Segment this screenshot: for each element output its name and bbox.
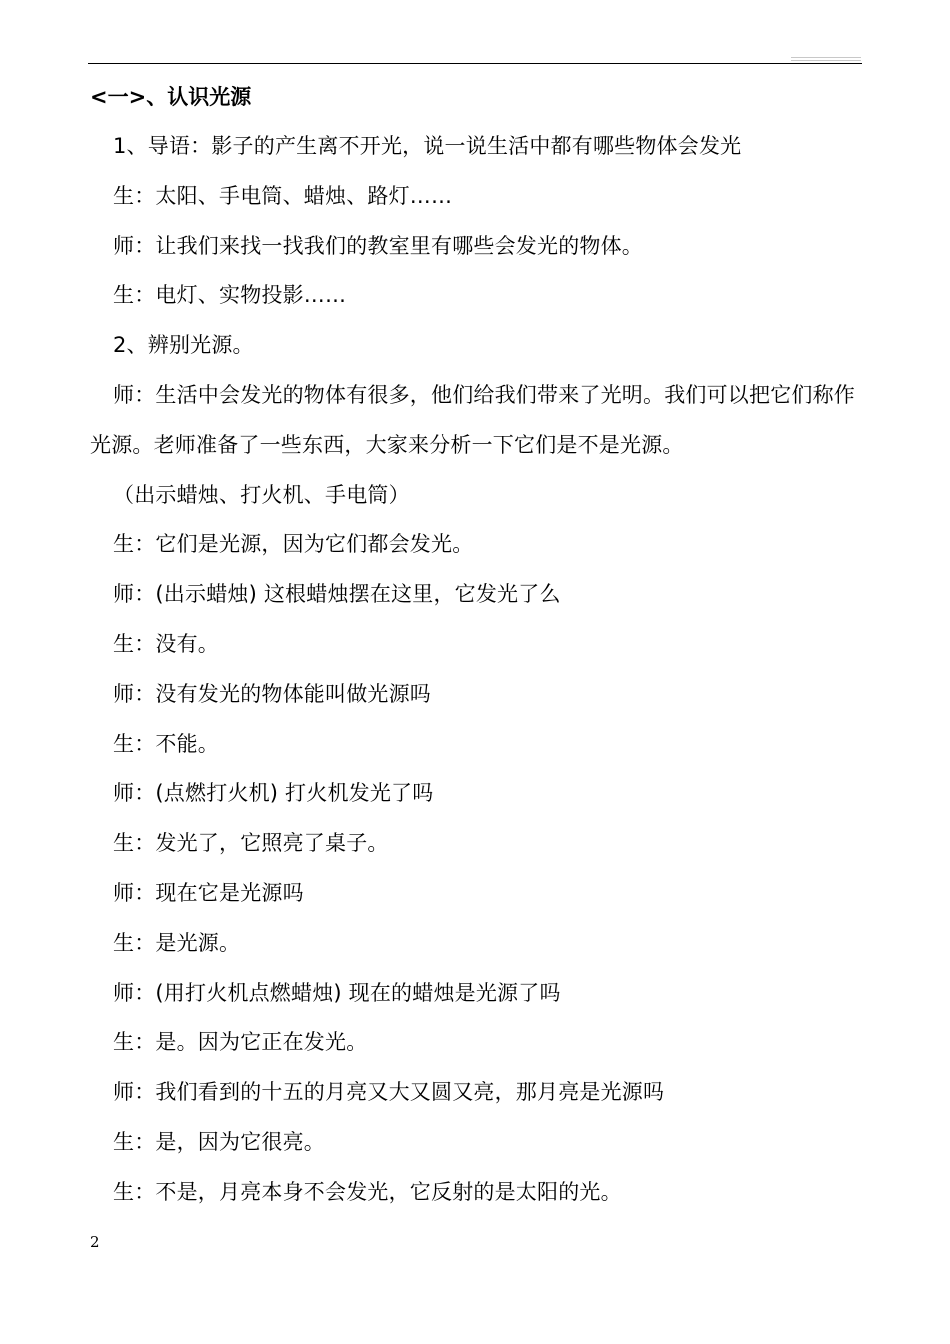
paragraph: 师：(用打火机点燃蜡烛) 现在的蜡烛是光源了吗 bbox=[113, 980, 561, 1005]
page-number: 2 bbox=[90, 1233, 100, 1251]
header-rule bbox=[88, 63, 862, 64]
document-body bbox=[90, 78, 855, 1218]
paragraph: 生：不是，月亮本身不会发光，它反射的是太阳的光。 bbox=[113, 1179, 622, 1204]
paragraph: 师：让我们来找一找我们的教室里有哪些会发光的物体。 bbox=[113, 233, 643, 258]
paragraph: 师：我们看到的十五的月亮又大又圆又亮，那月亮是光源吗 bbox=[113, 1080, 665, 1105]
paragraph: 师：没有发光的物体能叫做光源吗 bbox=[113, 681, 431, 706]
paragraph: 师：现在它是光源吗 bbox=[113, 880, 304, 905]
header-mark bbox=[791, 57, 861, 61]
paragraph: 生：电灯、实物投影…… bbox=[113, 283, 347, 308]
section-heading: <一>、认识光源 bbox=[90, 85, 252, 109]
paragraph: 生：是光源。 bbox=[113, 930, 241, 955]
paragraph: 生：太阳、手电筒、蜡烛、路灯…… bbox=[113, 183, 453, 208]
paragraph: 1、导语：影子的产生离不开光，说一说生活中都有哪些物体会发光 bbox=[113, 134, 742, 158]
paragraph: （出示蜡烛、打火机、手电筒） bbox=[113, 482, 410, 507]
paragraph: 师：(出示蜡烛) 这根蜡烛摆在这里，它发光了么 bbox=[113, 582, 561, 607]
paragraph: 师：(点燃打火机) 打火机发光了吗 bbox=[113, 781, 434, 806]
paragraph: 生：它们是光源，因为它们都会发光。 bbox=[113, 532, 474, 557]
paragraph: 师：生活中会发光的物体有很多，他们给我们带来了光明。我们可以把它们称作光源。老师准备了一些东西，大家来分析一下它们是不是光源。 bbox=[90, 382, 855, 457]
paragraph: 生：发光了，它照亮了桌子。 bbox=[113, 831, 389, 856]
paragraph: 生：是。因为它正在发光。 bbox=[113, 1030, 368, 1055]
paragraph: 生：是，因为它很亮。 bbox=[113, 1129, 325, 1154]
paragraph: 2、辨别光源。 bbox=[113, 333, 254, 358]
paragraph: 生：不能。 bbox=[113, 731, 219, 756]
paragraph: 生：没有。 bbox=[113, 631, 219, 656]
